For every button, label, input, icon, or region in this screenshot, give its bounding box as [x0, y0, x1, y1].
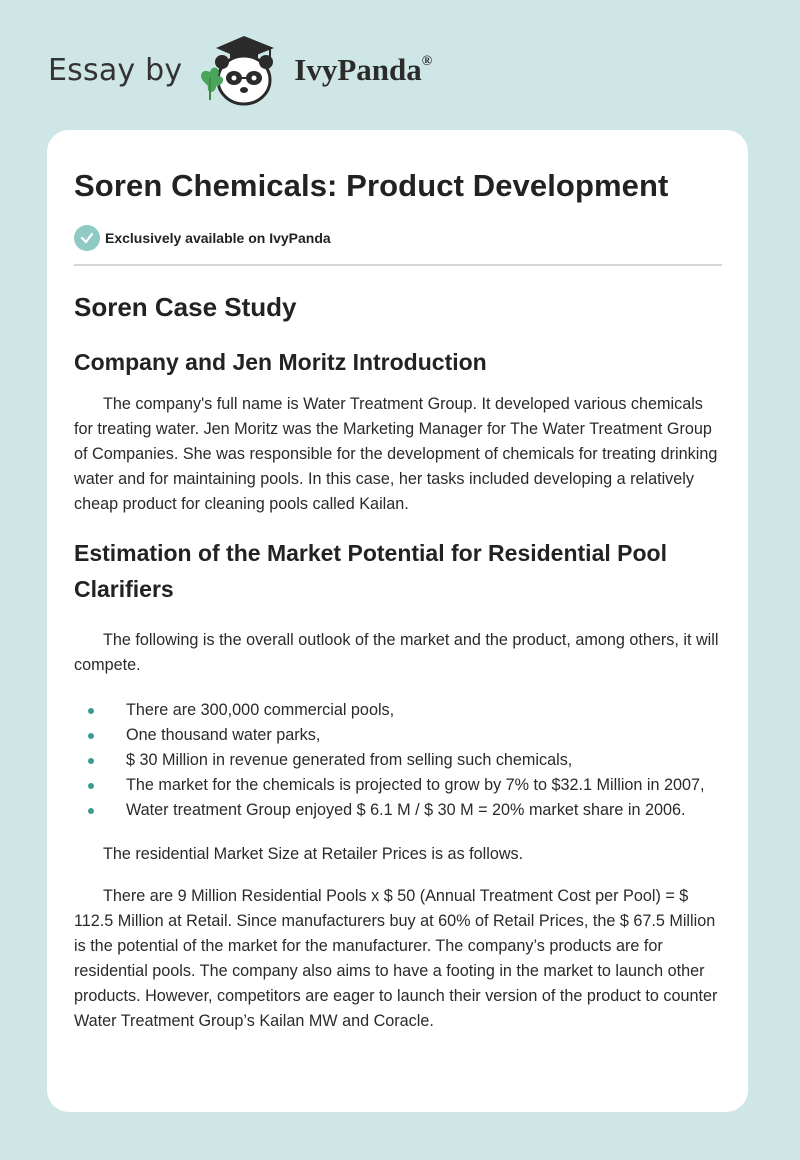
paragraph-intro: The company's full name is Water Treatment Group. It developed various chemicals for treating water. Jen Moritz was the Marketing Manager for The Water Treatment Group of Companies. She was responsible for the development of chemicals for treating drinking water and for maintaining pools. In this case, her tasks included developing a relatively cheap product for cleaning pools called Kailan. — [74, 395, 718, 513]
divider — [74, 264, 722, 266]
bullet-icon — [88, 808, 94, 814]
list-item: One thousand water parks, — [74, 723, 721, 748]
list-item: Water treatment Group enjoyed $ 6.1 M / $ 30 M = 20% market share in 2006. — [74, 798, 721, 823]
list-item: $ 30 Million in revenue generated from selling such chemicals, — [74, 748, 721, 773]
subsection-title-market: Estimation of the Market Potential for Residential Pool Clarifiers — [74, 540, 667, 602]
list-item: There are 300,000 commercial pools, — [74, 698, 721, 723]
ivypanda-logo-icon[interactable] — [196, 30, 288, 110]
market-bullet-list — [74, 698, 721, 823]
paragraph-outlook: The following is the overall outlook of the market and the product, among others, it will compete. — [74, 631, 719, 674]
check-icon — [74, 225, 100, 251]
article-title: Soren Chemicals: Product Development — [74, 168, 669, 203]
section-title: Soren Case Study — [74, 292, 297, 322]
bullet-icon — [88, 708, 94, 714]
essay-by-text: Essay by — [48, 52, 183, 88]
bullet-icon — [88, 733, 94, 739]
bullet-icon — [88, 783, 94, 789]
list-item: The market for the chemicals is projected to grow by 7% to $32.1 Million in 2007, — [74, 773, 721, 798]
exclusive-label: Exclusively available on IvyPanda — [105, 230, 331, 246]
bullet-icon — [88, 758, 94, 764]
site-header — [48, 30, 508, 110]
paragraph-potential: There are 9 Million Residential Pools x $ 50 (Annual Treatment Cost per Pool) = $ 112.5 Million at Retail. Since manufacturers buy at 60% of Retail Prices, the $ 67.5 Million is the potential of the market for the manufacturer. The company’s products are for residential pools. The company also aims to have a footing in the market to launch other products. However, competitors are eager to launch their version of the product to counter Water Treatment Group’s Kailan MW and Coracle. — [74, 887, 718, 1030]
exclusive-badge — [74, 224, 721, 252]
article-card — [47, 130, 748, 1112]
paragraph-market-size: The residential Market Size at Retailer Prices is as follows. — [103, 845, 524, 863]
subsection-title-intro: Company and Jen Moritz Introduction — [74, 349, 487, 375]
brand-name[interactable]: IvyPanda® — [294, 52, 433, 87]
